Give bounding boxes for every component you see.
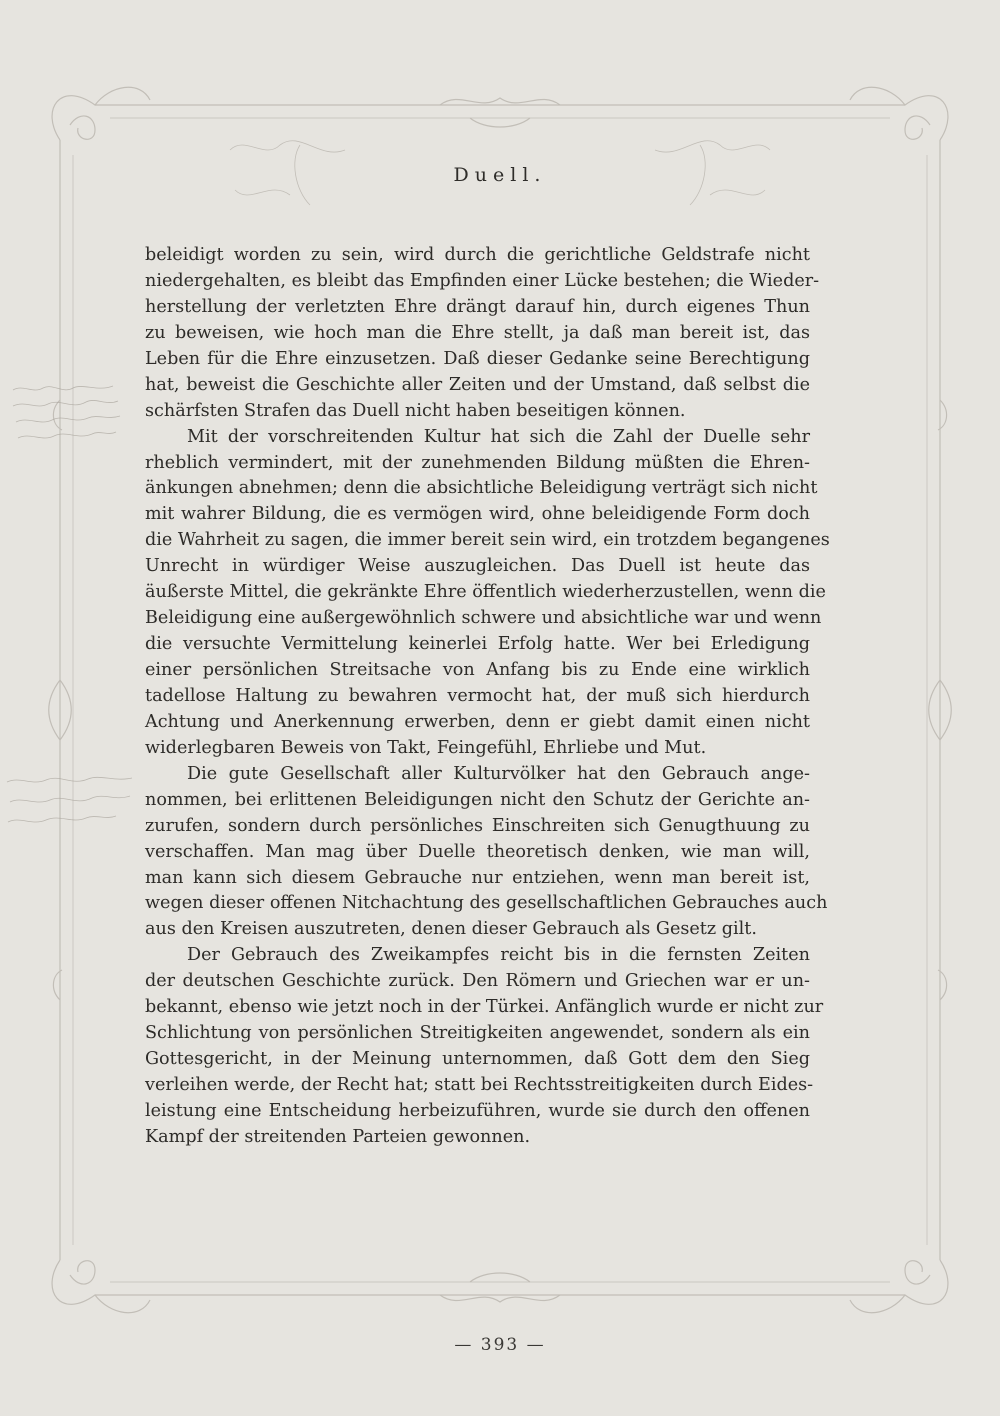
text-line: die Wahrheit zu sagen, die immer bereit sein wird, ein trotzdem begangenes (145, 530, 830, 551)
text-line: herstellung der verletzten Ehre drängt darauf hin, durch eigenes Thun (145, 296, 810, 317)
text-line: schärfsten Strafen das Duell nicht haben beseitigen können. (145, 400, 686, 421)
text-line: einer persönlichen Streitsache von Anfang bis zu Ende eine wirklich (145, 660, 810, 680)
handwritten-margin-note-lower (2, 770, 142, 840)
text-line: verschaffen. Man mag über Duelle theoretisch denken, wie man will, (145, 841, 810, 862)
text-line: niedergehalten, es bleibt das Empfinden einer Lücke bestehen; die Wieder- (145, 270, 820, 291)
handwritten-margin-note-upper (8, 380, 128, 460)
text-line: tadellose Haltung zu bewahren vermocht hat, der muß sich hierdurch (145, 685, 810, 706)
text-line: aus den Kreisen auszutreten, denen dieser Gebrauch als Gesetz gilt. (145, 919, 757, 940)
text-line: Gottesgericht, in der Meinung unternommen, daß Gott dem den Sieg (145, 1049, 810, 1070)
text-line: verleihen werde, der Recht hat; statt bei Rechtsstreitigkeiten durch Eides- (145, 1075, 814, 1095)
text-line: Die gute Gesellschaft aller Kulturvölker hat den Gebrauch ange- (187, 763, 810, 784)
text-line: die versuchte Vermittelung keinerlei Erfolg hatte. Wer bei Erledigung (145, 634, 810, 655)
text-line: äußerste Mittel, die gekränkte Ehre öffentlich wiederherzustellen, wenn die (145, 582, 826, 603)
text-line: leistung eine Entscheidung herbeizuführen, wurde sie durch den offenen (145, 1100, 810, 1121)
body-text (145, 243, 830, 1151)
text-line: Der Gebrauch des Zweikampfes reicht bis in die fernsten Zeiten (187, 945, 810, 966)
text-line: rheblich vermindert, mit der zunehmenden Bildung müßten die Ehren- (145, 452, 810, 473)
text-line: hat, beweist die Geschichte aller Zeiten und der Umstand, daß selbst die (145, 374, 810, 395)
text-line: Beleidigung eine außergewöhnlich schwere und absichtliche war und wenn (145, 608, 822, 629)
text-line: widerlegbaren Beweis von Takt, Feingefühl, Ehrliebe und Mut. (145, 737, 707, 758)
text-line: Leben für die Ehre einzusetzen. Daß dieser Gedanke seine Berechtigung (145, 348, 810, 369)
text-line: zurufen, sondern durch persönliches Einschreiten sich Genugthuung zu (145, 815, 810, 836)
text-line: Achtung und Anerkennung erwerben, denn er giebt damit einen nicht (145, 711, 810, 732)
text-line: Kampf der streitenden Parteien gewonnen. (145, 1126, 531, 1147)
text-line: bekannt, ebenso wie jetzt noch in der Türkei. Anfänglich wurde er nicht zur (145, 997, 824, 1018)
text-line: beleidigt worden zu sein, wird durch die gerichtliche Geldstrafe nicht (145, 245, 810, 265)
text-line: Unrecht in würdiger Weise auszugleichen. Das Duell ist heute das (145, 556, 810, 577)
text-line: änkungen abnehmen; denn die absichtliche Beleidigung verträgt sich nicht (145, 478, 818, 499)
text-line: Schlichtung von persönlichen Streitigkeiten angewendet, sondern als ein (145, 1023, 810, 1044)
page-number: — 393 — (454, 1335, 546, 1355)
text-line: nommen, bei erlittenen Beleidigungen nicht den Schutz der Gerichte an- (145, 789, 810, 810)
text-line: mit wahrer Bildung, die es vermögen wird, ohne beleidigende Form doch (145, 504, 810, 525)
running-title: Duell. (453, 164, 547, 186)
text-line: der deutschen Geschichte zurück. Den Römern und Griechen war er un- (145, 971, 810, 992)
text-line: wegen dieser offenen Nitchachtung des gesellschaftlichen Gebrauches auch (145, 893, 828, 914)
text-line: man kann sich diesem Gebrauche nur entziehen, wenn man bereit ist, (145, 867, 810, 888)
text-line: zu beweisen, wie hoch man die Ehre stellt, ja daß man bereit ist, das (145, 322, 810, 343)
text-line: Mit der vorschreitenden Kultur hat sich die Zahl der Duelle sehr (187, 426, 810, 447)
